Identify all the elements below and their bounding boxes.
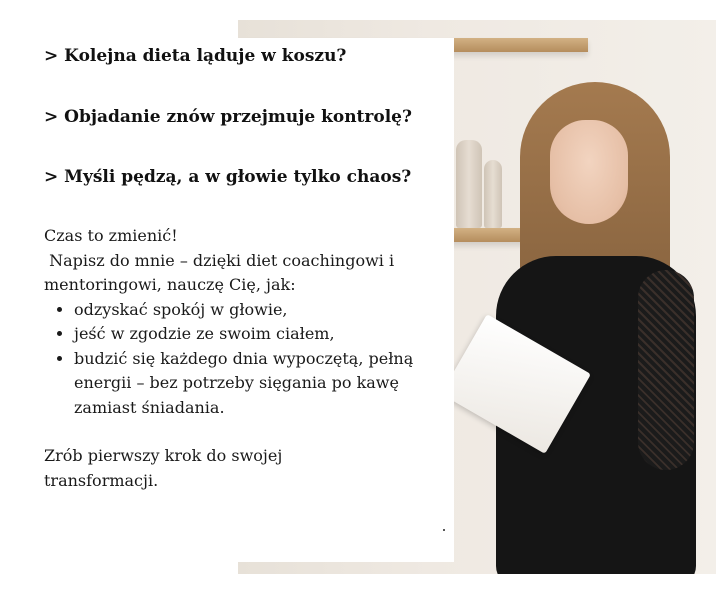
headline-chaos: > Myśli pędzą, a w głowie tylko chaos? (44, 167, 412, 187)
intro-text: Czas to zmienić! (44, 226, 178, 245)
benefit-item: • odzyskać spokój w głowie, (74, 298, 454, 323)
decorative-dot (443, 529, 445, 531)
decor-vase-small (484, 160, 502, 228)
benefits-list (44, 298, 454, 421)
person-lace-sleeve (638, 270, 694, 470)
benefit-item: • budzić się każdego dnia wypoczętą, pełną energii – bez potrzeby sięgania po kawę zamiast śniadania. (74, 347, 454, 421)
person-face (550, 120, 628, 224)
closing-text: Zrób pierwszy krok do swojej transformacji. (44, 446, 283, 490)
benefit-item: • jeść w zgodzie ze swoim ciałem, (74, 322, 454, 347)
headline-overeating: > Objadanie znów przejmuje kontrolę? (44, 107, 412, 127)
headline-diet: > Kolejna dieta ląduje w koszu? (44, 46, 347, 66)
body-copy (44, 224, 454, 493)
lead-text: Napisz do mnie – dzięki diet coachingowi i mentoringowi, nauczę Cię, jak: (44, 250, 400, 294)
decor-vase (456, 140, 482, 228)
